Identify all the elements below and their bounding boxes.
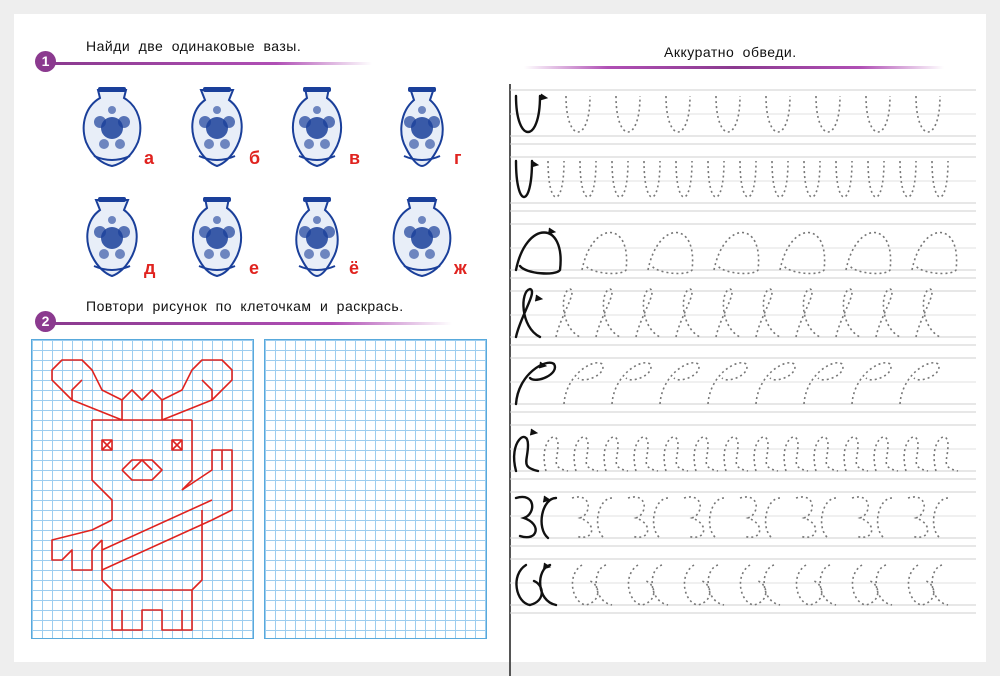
vase-letter-4: г bbox=[454, 148, 462, 168]
sample-stroke bbox=[516, 233, 561, 274]
vase-icon bbox=[384, 84, 460, 174]
vase-letter-2: б bbox=[249, 148, 261, 168]
task-1-text: Найди две одинаковые вазы. bbox=[86, 38, 302, 54]
trace-row-8[interactable] bbox=[510, 559, 976, 613]
trace-row-3[interactable] bbox=[510, 224, 976, 278]
vase-5[interactable] bbox=[74, 194, 150, 284]
trace-row-2[interactable] bbox=[510, 157, 976, 211]
task-1-underline bbox=[52, 62, 372, 65]
vase-icon bbox=[384, 194, 460, 284]
trace-row-7[interactable] bbox=[510, 492, 976, 546]
trace-row-6[interactable] bbox=[510, 425, 976, 479]
dotted-trace[interactable] bbox=[556, 289, 940, 337]
vase-icon bbox=[279, 84, 355, 174]
vase-icon bbox=[179, 84, 255, 174]
sample-grid bbox=[31, 339, 254, 639]
arrow-icon bbox=[543, 563, 550, 569]
dotted-trace[interactable] bbox=[582, 233, 957, 274]
trace-row-5[interactable] bbox=[510, 358, 976, 412]
dotted-trace[interactable] bbox=[572, 565, 948, 605]
vase-letter-8: ж bbox=[454, 258, 467, 278]
task-2-number: 2 bbox=[35, 311, 56, 332]
arrow-icon bbox=[540, 94, 547, 100]
sample-stroke bbox=[516, 565, 556, 605]
sample-stroke bbox=[514, 437, 538, 471]
vase-7[interactable] bbox=[279, 194, 355, 284]
bear-drawing bbox=[32, 340, 253, 638]
task-2-text: Повтори рисунок по клеточкам и раскрась. bbox=[86, 298, 404, 314]
vase-icon bbox=[279, 194, 355, 284]
dotted-trace[interactable] bbox=[564, 363, 939, 404]
vase-6[interactable] bbox=[179, 194, 255, 284]
vase-8[interactable] bbox=[384, 194, 460, 284]
vase-3[interactable] bbox=[279, 84, 355, 174]
trace-row-4[interactable] bbox=[510, 289, 976, 345]
vase-icon bbox=[179, 194, 255, 284]
sample-stroke bbox=[516, 363, 555, 404]
vase-icon bbox=[74, 84, 150, 174]
vase-letter-1: а bbox=[144, 148, 155, 168]
dotted-trace[interactable] bbox=[544, 437, 958, 471]
trace-row-1[interactable] bbox=[510, 90, 976, 144]
task-2-underline bbox=[52, 322, 452, 325]
arrow-icon bbox=[535, 295, 542, 301]
arrow-icon bbox=[531, 161, 538, 167]
vase-letter-7: ё bbox=[349, 258, 360, 278]
vase-2[interactable] bbox=[179, 84, 255, 174]
vase-1[interactable] bbox=[74, 84, 150, 174]
tracing-area[interactable] bbox=[506, 84, 986, 634]
arrow-icon bbox=[548, 228, 555, 234]
dotted-trace[interactable] bbox=[572, 497, 948, 538]
vase-letter-5: д bbox=[144, 258, 156, 278]
sample-stroke bbox=[516, 161, 532, 197]
task-3-underline bbox=[524, 66, 944, 69]
task-3-text: Аккуратно обведи. bbox=[664, 44, 797, 60]
sample-stroke bbox=[516, 497, 556, 538]
empty-drawing-grid[interactable] bbox=[264, 339, 487, 639]
vase-icon bbox=[74, 194, 150, 284]
dotted-trace[interactable] bbox=[548, 161, 948, 197]
task-1-number: 1 bbox=[35, 51, 56, 72]
arrow-icon bbox=[530, 429, 537, 435]
vase-letter-3: в bbox=[349, 148, 361, 168]
vase-letter-6: е bbox=[249, 258, 260, 278]
vase-4[interactable] bbox=[384, 84, 460, 174]
